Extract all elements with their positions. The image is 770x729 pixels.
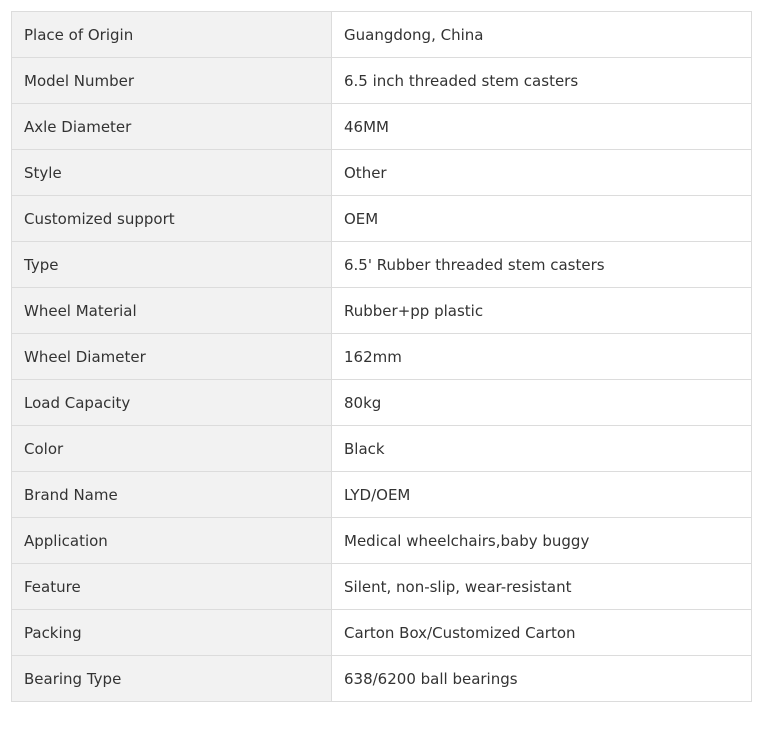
spec-row-load-capacity [12, 380, 752, 426]
spec-label: Customized support [12, 196, 332, 242]
product-spec-table [11, 11, 752, 702]
spec-row-feature [12, 564, 752, 610]
spec-value: Other [332, 150, 752, 196]
spec-label: Bearing Type [12, 656, 332, 702]
spec-value: Silent, non-slip, wear-resistant [332, 564, 752, 610]
spec-row-customized-support [12, 196, 752, 242]
spec-row-axle-diameter [12, 104, 752, 150]
spec-value: 6.5 inch threaded stem casters [332, 58, 752, 104]
spec-row-application [12, 518, 752, 564]
spec-row-wheel-diameter [12, 334, 752, 380]
spec-label: Color [12, 426, 332, 472]
spec-label: Feature [12, 564, 332, 610]
spec-row-brand-name [12, 472, 752, 518]
spec-value: 6.5' Rubber threaded stem casters [332, 242, 752, 288]
spec-value: Rubber+pp plastic [332, 288, 752, 334]
spec-label: Wheel Diameter [12, 334, 332, 380]
spec-row-style [12, 150, 752, 196]
spec-table-body [12, 12, 752, 702]
spec-value: 638/6200 ball bearings [332, 656, 752, 702]
spec-label: Place of Origin [12, 12, 332, 58]
spec-value: Guangdong, China [332, 12, 752, 58]
spec-value: LYD/OEM [332, 472, 752, 518]
spec-value: Medical wheelchairs,baby buggy [332, 518, 752, 564]
spec-label: Axle Diameter [12, 104, 332, 150]
spec-value: Black [332, 426, 752, 472]
spec-row-place-of-origin [12, 12, 752, 58]
spec-value: 162mm [332, 334, 752, 380]
spec-row-wheel-material [12, 288, 752, 334]
spec-label: Packing [12, 610, 332, 656]
spec-value: 46MM [332, 104, 752, 150]
spec-row-type [12, 242, 752, 288]
spec-row-bearing-type [12, 656, 752, 702]
spec-label: Wheel Material [12, 288, 332, 334]
spec-row-color [12, 426, 752, 472]
spec-label: Application [12, 518, 332, 564]
spec-row-model-number [12, 58, 752, 104]
spec-label: Model Number [12, 58, 332, 104]
spec-value: OEM [332, 196, 752, 242]
spec-label: Style [12, 150, 332, 196]
spec-row-packing [12, 610, 752, 656]
spec-label: Load Capacity [12, 380, 332, 426]
spec-value: Carton Box/Customized Carton [332, 610, 752, 656]
spec-label: Brand Name [12, 472, 332, 518]
spec-value: 80kg [332, 380, 752, 426]
spec-label: Type [12, 242, 332, 288]
